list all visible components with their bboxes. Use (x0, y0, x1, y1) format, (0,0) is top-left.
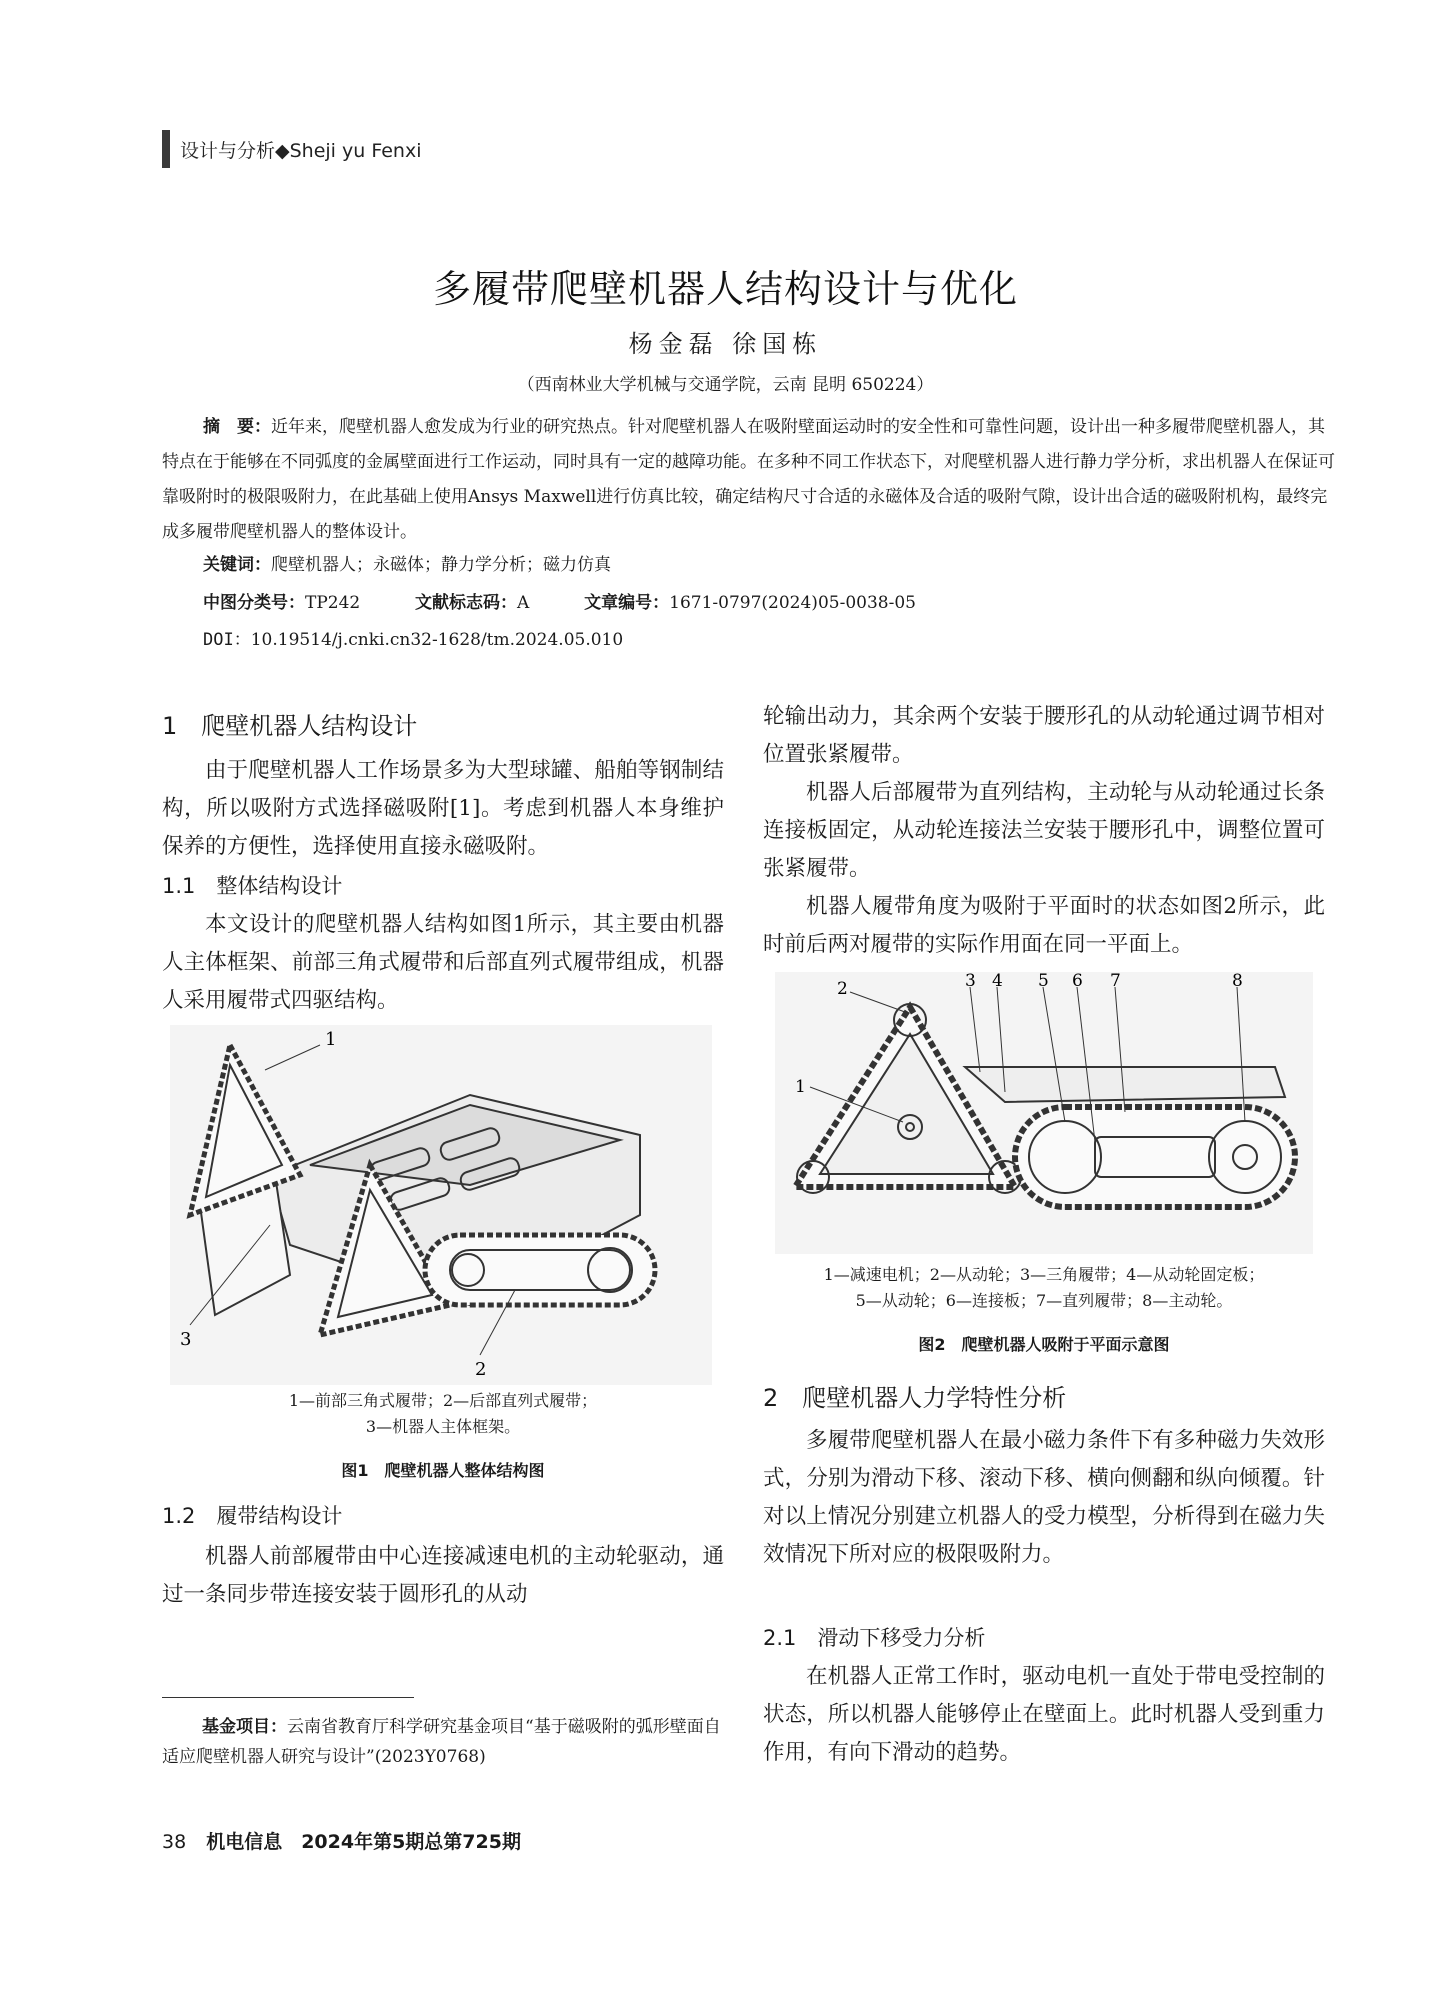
fig1-label-3: 3 (180, 1329, 192, 1350)
rear-track-paragraph: 机器人后部履带为直列结构，主动轮与从动轮通过长条连接板固定，从动轮连接法兰安装于腰形孔中，调整位置可张紧履带。 (763, 780, 1325, 881)
figure-2-legend-line-2: 5—从动轮；6—连接板；7—直列履带；8—主动轮。 (855, 1291, 1233, 1310)
doc-code-value: A (517, 593, 530, 613)
section-2-1-heading: 2.1 滑动下移受力分析 (763, 1626, 986, 1650)
authors: 杨金磊 徐国栋 (628, 330, 823, 358)
figure-2-title: 图2 爬壁机器人吸附于平面示意图 (918, 1335, 1170, 1354)
keywords-label: 关键词： (203, 555, 271, 575)
paper-title: 多履带爬壁机器人结构设计与优化 (432, 267, 1018, 311)
fig2-label-5: 5 (1038, 972, 1049, 991)
section-2-1-paragraph: 在机器人正常工作时，驱动电机一直处于带电受控制的状态，所以机器人能够停止在壁面上。此时机器人受到重力作用，有向下滑动的趋势。 (763, 1664, 1325, 1765)
footnote-rule (162, 1697, 414, 1698)
section-1-2-paragraph: 机器人前部履带由中心连接减速电机的主动轮驱动，通过一条同步带连接安装于圆形孔的从动 (162, 1544, 724, 1607)
fig2-label-4: 4 (992, 972, 1003, 991)
section-1-heading: 1 爬壁机器人结构设计 (162, 712, 418, 740)
fig2-label-3: 3 (965, 972, 976, 991)
keywords-text: 爬壁机器人；永磁体；静力学分析；磁力仿真 (271, 555, 611, 575)
folio (162, 1827, 521, 1854)
section-1-1-heading: 1.1 整体结构设计 (162, 874, 343, 898)
clc-value: TP242 (305, 593, 361, 613)
figure-1-legend-line-1: 1—前部三角式履带；2—后部直列式履带； (288, 1391, 598, 1410)
section-1-1-paragraph: 本文设计的爬壁机器人结构如图1所示，其主要由机器人主体框架、前部三角式履带和后部直列式履带组成，机器人采用履带式四驱结构。 (162, 912, 724, 1013)
article-no-label: 文章编号： (584, 593, 670, 613)
footnote-text: 云南省教育厅科学研究基金项目“基于磁吸附的弧形壁面自适应爬壁机器人研究与设计”(2023Y0768) (162, 1717, 721, 1767)
fig2-label-1: 1 (795, 1077, 806, 1097)
doi-line (203, 625, 623, 650)
fig2-label-6: 6 (1072, 972, 1083, 991)
figure-1 (170, 1025, 712, 1385)
continued-paragraph: 轮输出动力，其余两个安装于腰形孔的从动轮通过调节相对位置张紧履带。 (763, 704, 1325, 767)
footnote-label: 基金项目： (202, 1717, 287, 1737)
affiliation: （西南林业大学机械与交通学院，云南 昆明 650224） (517, 375, 934, 395)
keywords (203, 550, 611, 575)
header-bar (162, 130, 170, 168)
footnote (162, 1712, 722, 1772)
fig2-label-7: 7 (1110, 972, 1121, 991)
track-angle-paragraph: 机器人履带角度为吸附于平面时的状态如图2所示，此时前后两对履带的实际作用面在同一平面上。 (763, 894, 1325, 957)
abstract-label: 摘 要： (203, 417, 271, 437)
fig1-label-2: 2 (475, 1359, 487, 1380)
clc-label: 中图分类号： (203, 593, 305, 613)
doi-value: 10.19514/j.cnki.cn32-1628/tm.2024.05.010 (250, 630, 624, 650)
doc-code-label: 文献标志码： (415, 593, 518, 613)
figure-1-legend-line-2: 3—机器人主体框架。 (365, 1417, 521, 1436)
section-2-paragraph: 多履带爬壁机器人在最小磁力条件下有多种磁力失效形式，分别为滑动下移、滚动下移、横向侧翻和纵向倾覆。针对以上情况分别建立机器人的受力模型，分析得到在磁力失效情况下所对应的极限吸附力。 (763, 1428, 1325, 1567)
running-header-text: 设计与分析◆Sheji yu Fenxi (180, 139, 422, 162)
section-1-paragraph: 由于爬壁机器人工作场景多为大型球罐、船舶等钢制结构，所以吸附方式选择磁吸附[1]。考虑到机器人本身维护保养的方便性，选择使用直接永磁吸附。 (162, 758, 724, 859)
figure-2-drawing (775, 972, 1313, 1254)
journal-issue: 机电信息 2024年第5期总第725期 (206, 1831, 521, 1853)
article-no-value: 1671-0797(2024)05-0038-05 (669, 593, 916, 613)
figure-2-legend-line-1: 1—减速电机；2—从动轮；3—三角履带；4—从动轮固定板； (823, 1265, 1265, 1284)
abstract (162, 410, 1340, 550)
page-number: 38 (162, 1831, 187, 1853)
section-1-2-heading: 1.2 履带结构设计 (162, 1504, 343, 1528)
figure-2-legend (763, 1262, 1325, 1314)
figure-1-drawing (170, 1025, 712, 1385)
section-2-heading: 2 爬壁机器人力学特性分析 (763, 1384, 1067, 1412)
fig1-label-1: 1 (325, 1029, 337, 1050)
classification-line (203, 588, 916, 613)
fig2-label-8: 8 (1232, 972, 1243, 991)
figure-1-title: 图1 爬壁机器人整体结构图 (341, 1461, 545, 1480)
figure-1-legend (162, 1388, 724, 1440)
figure-2 (775, 972, 1313, 1254)
doi-label: DOI： (203, 630, 251, 650)
fig2-label-2: 2 (837, 979, 848, 999)
abstract-text: 近年来，爬壁机器人愈发成为行业的研究热点。针对爬壁机器人在吸附壁面运动时的安全性和可靠性问题，设计出一种多履带爬壁机器人，其特点在于能够在不同弧度的金属壁面进行工作运动，同时具有一定的越障功能。在多种不同工作状态下，对爬壁机器人进行静力学分析，求出机器人在保证可靠吸附时的极限吸附力，在此基础上使用Ansys Maxwell进行仿真比较，确定结构尺寸合适的永磁体及合适的吸附气隙，设计出合适的磁吸附机构，最终完成多履带爬壁机器人的整体设计。 (162, 417, 1335, 542)
running-header (162, 130, 421, 168)
